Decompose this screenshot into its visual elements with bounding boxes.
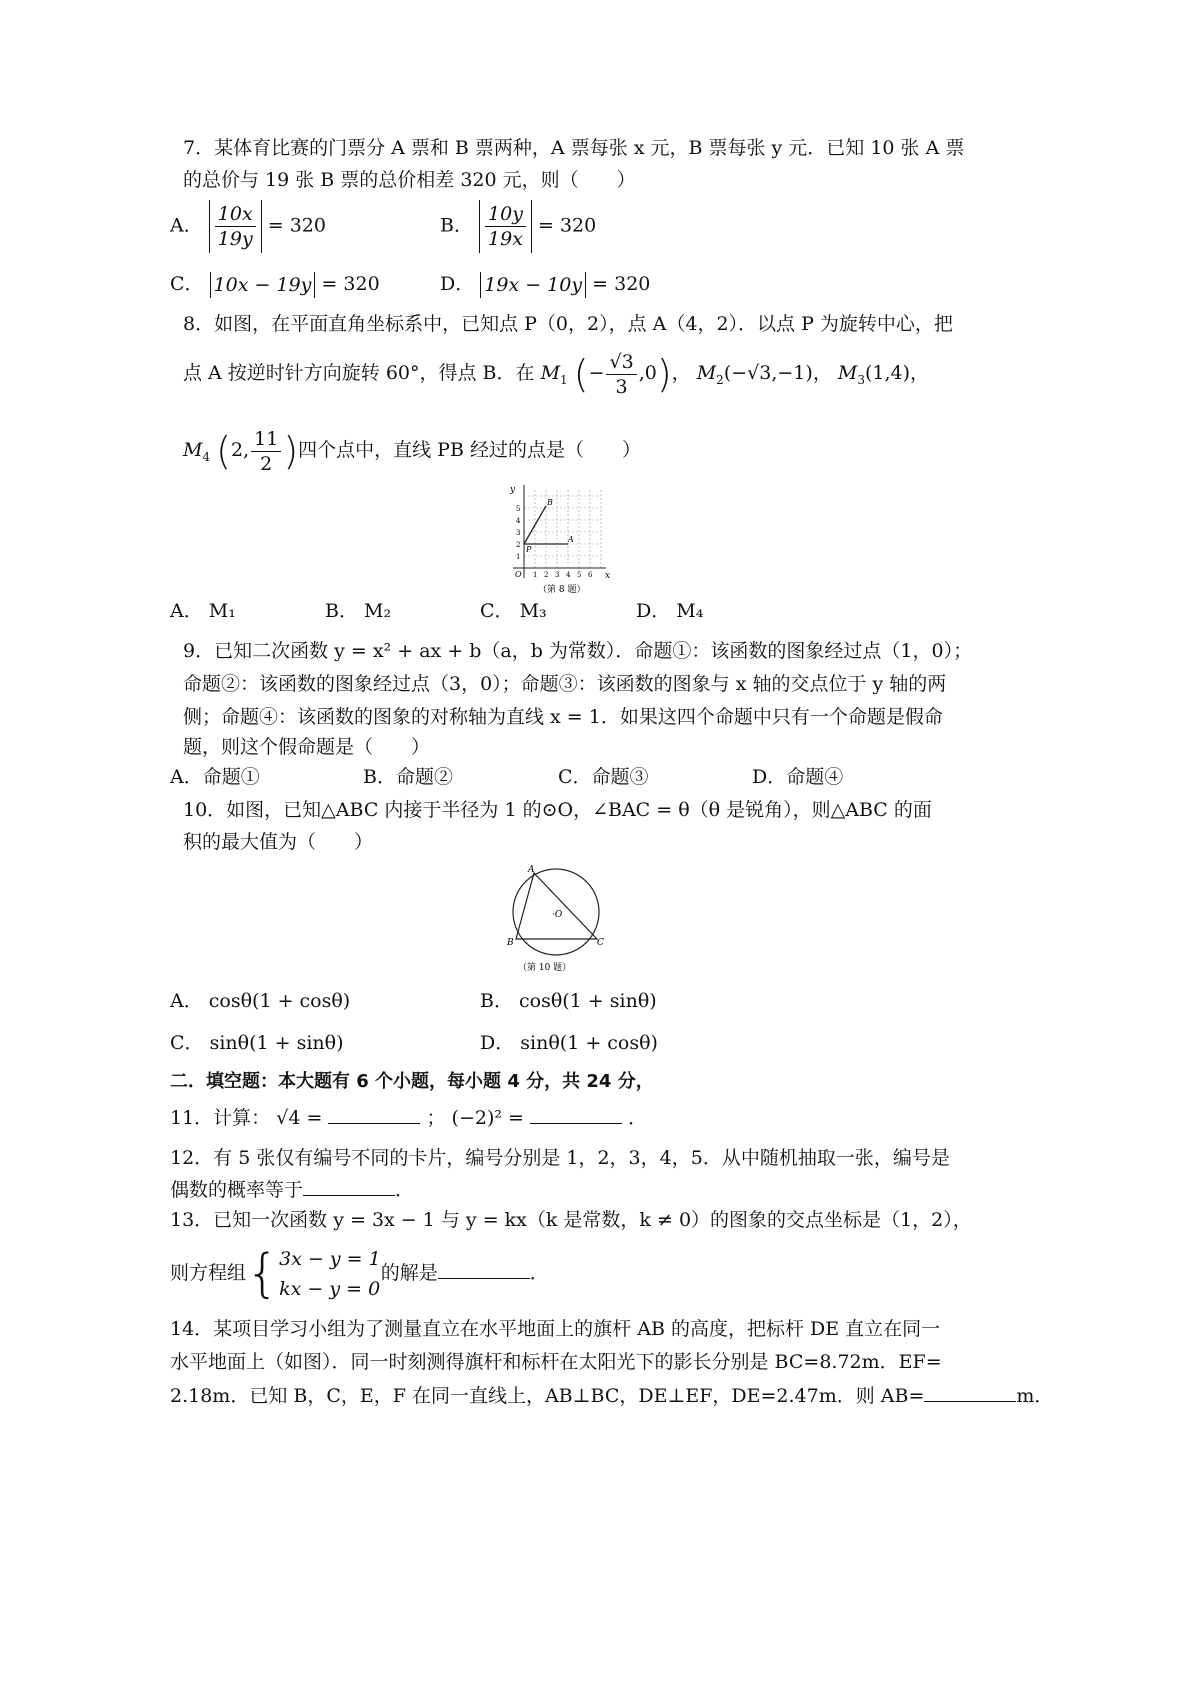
- equation-1: 3x − y = 1: [279, 1248, 381, 1270]
- q7-line1: 7．某体育比赛的门票分 A 票和 B 票两种，A 票每张 x 元，B 票每张 y 元．已知 10 张 A 票: [183, 137, 965, 159]
- q12-line2: [170, 1177, 414, 1201]
- q12-blank[interactable]: [303, 1177, 395, 1196]
- q8-option-d: D． M₄: [636, 600, 704, 622]
- q9-option-b: B．命题②: [363, 766, 453, 788]
- m4-label: M: [183, 439, 203, 461]
- q8-line2-text: 点 A 按逆时针方向旋转 60°，得点 B．在: [183, 362, 535, 384]
- q11-separator: ；: [426, 1107, 446, 1129]
- q14-line3-text: 2.18m．已知 B，C，E，F 在同一直线上，AB⊥BC，DE⊥EF，DE=2.47m．则 AB=: [170, 1385, 925, 1407]
- q9-line1: 9．已知二次函数 y = x² + ax + b（a，b 为常数）．命题①：该函数的图象经过点（1，0）；: [183, 640, 973, 662]
- q13-end: ．: [529, 1262, 549, 1284]
- numerator: 10x: [215, 202, 256, 227]
- q9-line3: 侧；命题④：该函数的图象的对称轴为直线 x = 1．如果这四个命题中只有一个命题是假命: [183, 706, 943, 728]
- denominator: 19y: [217, 228, 253, 250]
- q14-line2: 水平地面上（如图）．同一时刻测得旗杆和标杆在太阳光下的影长分别是 BC=8.72m．EF=: [170, 1351, 942, 1373]
- numerator: 10y: [485, 202, 526, 227]
- paren-open: (: [573, 352, 589, 396]
- q10-option-c: C． sinθ(1 + sinθ): [170, 1032, 344, 1054]
- q11-expr1: √4 =: [276, 1107, 323, 1129]
- y-tick: 2: [516, 541, 521, 549]
- m2-label: M: [696, 362, 717, 384]
- figure-caption: （第 10 题）: [518, 963, 572, 973]
- point-a-label: A: [528, 865, 535, 875]
- option-label: D．: [440, 273, 475, 295]
- denominator: 2: [260, 452, 273, 475]
- y-tick: 1: [516, 553, 521, 561]
- q8-figure: [508, 480, 658, 600]
- section-2-heading: 二．填空题：本大题有 6 个小题，每小题 4 分，共 24 分，: [170, 1071, 654, 1092]
- point-a-label: A: [568, 535, 574, 544]
- y-tick: 5: [516, 505, 521, 513]
- abs-expression: 10x − 19y: [210, 272, 316, 298]
- q14-blank[interactable]: [924, 1383, 1016, 1402]
- x-tick: 6: [588, 571, 593, 579]
- equation-2: kx − y = 0: [279, 1278, 381, 1300]
- q11-line: [170, 1105, 647, 1129]
- q11-blank-1[interactable]: [328, 1105, 420, 1124]
- abs-fraction: [479, 200, 532, 253]
- abs-expression: 19x − 10y: [480, 272, 586, 298]
- q7-line2: 的总价与 19 张 B 票的总价相差 320 元，则（ ）: [183, 169, 636, 191]
- y-axis-label: y: [510, 485, 516, 495]
- numerator: √3: [606, 350, 636, 375]
- paren-close: ): [283, 429, 299, 473]
- q8-option-a: A． M₁: [170, 600, 236, 622]
- neg-sign: −: [588, 362, 605, 384]
- q13-line1: 13．已知一次函数 y = 3x − 1 与 y = kx（k 是常数，k ≠ 0）的图象的交点坐标是（1，2），: [170, 1209, 972, 1231]
- paren-open: (: [216, 429, 231, 473]
- rhs: = 320: [267, 214, 326, 237]
- q14-line3: [170, 1383, 1053, 1407]
- option-label: B．: [440, 214, 473, 237]
- q10-option-b: B． cosθ(1 + sinθ): [480, 990, 657, 1012]
- q10-figure: [500, 860, 610, 980]
- y-tick-labels: [516, 505, 521, 561]
- q8-line1: 8．如图，在平面直角坐标系中，已知点 P（0，2），点 A（4，2）．以点 P 为旋转中心，把: [183, 313, 953, 335]
- q8-option-c: C． M₃: [480, 600, 547, 622]
- m1-sub: 1: [560, 372, 568, 387]
- q9-option-c: C．命题③: [558, 766, 649, 788]
- q12-end: ．: [395, 1179, 415, 1201]
- q10-line1: 10．如图，已知△ABC 内接于半径为 1 的⊙O，∠BAC = θ（θ 是锐角），则△ABC 的面: [183, 799, 932, 821]
- q9-line4: 题，则这个假命题是（ ）: [183, 736, 431, 758]
- q8-option-b: B． M₂: [325, 600, 392, 622]
- q11-end: ．: [628, 1107, 648, 1129]
- abs-fraction: [209, 200, 262, 253]
- y-tick: 4: [516, 517, 521, 525]
- x-tick: 1: [533, 571, 538, 579]
- q11-prefix: 11．计算：: [170, 1107, 271, 1129]
- x-tick: 4: [566, 571, 571, 579]
- denominator: 3: [615, 375, 628, 398]
- q14-line1: 14．某项目学习小组为了测量直立在水平地面上的旗杆 AB 的高度，把标杆 DE 直立在同一: [170, 1318, 941, 1340]
- center-o-label: ·O: [552, 910, 563, 920]
- q10-option-a: A． cosθ(1 + cosθ): [170, 990, 351, 1012]
- q8-line3-text: 四个点中，直线 PB 经过的点是（ ）: [298, 439, 641, 461]
- point-b-label: B: [547, 498, 553, 507]
- q8-line3: [183, 425, 641, 482]
- q7-option-d: [440, 272, 650, 298]
- m3-coord: 1,4: [872, 362, 903, 384]
- m4-pre: 2,: [230, 439, 250, 461]
- point-b-label: B: [507, 938, 514, 948]
- x-tick-labels: [533, 571, 593, 579]
- option-label: C．: [170, 273, 204, 295]
- y-tick: 3: [516, 529, 521, 537]
- x-axis-label: x: [605, 571, 611, 581]
- q10-option-d: D． sinθ(1 + cosθ): [480, 1032, 658, 1054]
- rhs: = 320: [321, 273, 380, 295]
- q12-line1: 12．有 5 张仅有编号不同的卡片，编号分别是 1，2，3，4，5．从中随机抽取一张，编号是: [170, 1147, 950, 1169]
- rhs: = 320: [592, 273, 651, 295]
- x-tick: 5: [577, 571, 582, 579]
- q13-line2: [170, 1243, 549, 1304]
- m3-sub: 3: [857, 372, 865, 387]
- q11-expr2: (−2)² =: [451, 1107, 524, 1129]
- q12-line2-text: 偶数的概率等于: [170, 1179, 304, 1201]
- rhs: = 320: [537, 214, 597, 237]
- paren-close: ): [656, 352, 672, 396]
- q13-line2-text: 则方程组: [170, 1262, 247, 1284]
- figure-caption: （第 8 题）: [538, 585, 586, 595]
- q9-option-a: A．命题①: [170, 766, 260, 788]
- triangle-abc: [516, 873, 597, 939]
- q13-line2-post: 的解是: [380, 1262, 438, 1284]
- m1-tail: ,0: [638, 362, 657, 384]
- q7-option-a: [170, 200, 326, 253]
- option-label: A．: [170, 214, 203, 237]
- point-p-label: P: [526, 545, 532, 554]
- q7-option-c: [170, 272, 380, 298]
- x-tick: 3: [555, 571, 560, 579]
- m4-sub: 4: [202, 449, 211, 464]
- point-c-label: C: [597, 938, 604, 948]
- q9-line2: 命题②：该函数的图象经过点（3，0）；命题③：该函数的图象与 x 轴的交点位于 y 轴的两: [183, 673, 947, 695]
- m3-label: M: [837, 362, 858, 384]
- numerator: 11: [251, 427, 281, 452]
- q9-option-d: D．命题④: [752, 766, 844, 788]
- m2-sub: 2: [716, 372, 724, 387]
- q8-line2: 点 A 按逆时针方向旋转 60°，得点 B．在 $M_1$ (− $\frac{√3}{3}$ ,0)， $M_2(-√3,-1)$， $M_3(1,4)$，: [183, 350, 930, 398]
- q10-line2: 积的最大值为（ ）: [183, 831, 374, 853]
- denominator: 19x: [488, 228, 523, 250]
- x-tick: 2: [544, 571, 549, 579]
- q13-blank[interactable]: [438, 1260, 530, 1279]
- q11-blank-2[interactable]: [530, 1105, 622, 1124]
- q14-end: m．: [1016, 1385, 1054, 1407]
- brace: {: [246, 1244, 280, 1304]
- q7-option-b: [440, 200, 596, 253]
- m1-label: M: [540, 362, 561, 384]
- m2-coord: −√3,−1: [731, 362, 806, 384]
- origin-label: O: [515, 570, 522, 579]
